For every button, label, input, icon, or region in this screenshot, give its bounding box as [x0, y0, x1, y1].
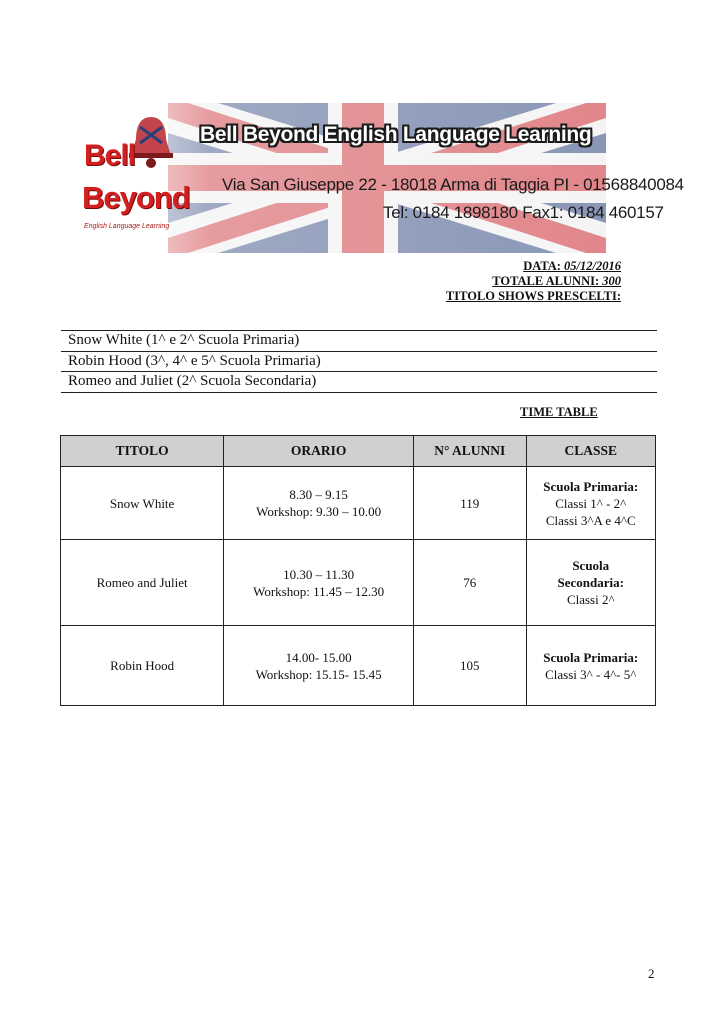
logo-subtitle: English Language Learning: [84, 223, 170, 230]
letterhead-banner: [78, 103, 684, 253]
workshop-slot: Workshop: 11.45 – 12.30: [253, 583, 385, 599]
class-line: Classi 1^ - 2^: [555, 495, 627, 511]
class-line: Classi 3^ - 4^- 5^: [545, 666, 637, 682]
time-slot: 10.30 – 11.30: [283, 566, 355, 582]
class-line: Classi 2^: [566, 592, 615, 607]
col-header-classe: CLASSE: [526, 436, 655, 467]
bell-beyond-logo: [78, 103, 198, 253]
class-line: Classi 3^A e 4^C: [545, 512, 636, 528]
workshop-slot: Workshop: 9.30 – 10.00: [256, 504, 382, 519]
date-label: DATA:: [523, 259, 565, 273]
time-slot: 14.00- 15.00: [285, 649, 352, 665]
table-header-row: [61, 436, 656, 467]
shows-list: [61, 330, 657, 393]
show-item: Snow White (1^ e 2^ Scuola Primaria): [61, 331, 657, 352]
timetable-label: TIME TABLE: [520, 405, 598, 419]
table-row: [61, 540, 656, 626]
show-item: Romeo and Juliet (2^ Scuola Secondaria): [61, 372, 657, 393]
class-heading: Scuola: [572, 558, 610, 573]
cell-students: 119: [413, 467, 526, 540]
cell-class: [526, 467, 655, 540]
logo-text-beyond: Beyond: [82, 180, 190, 215]
date-line: [523, 259, 621, 274]
class-heading: Scuola Primaria:: [543, 478, 639, 494]
cell-time: [224, 467, 414, 540]
col-header-titolo: TITOLO: [61, 436, 224, 467]
time-slot: 8.30 – 9.15: [289, 487, 348, 502]
banner-address: Via San Giuseppe 22 - 18018 Arma di Taggia PI - 01568840084: [222, 175, 684, 194]
cell-time: [224, 626, 414, 706]
class-heading: Scuola Primaria:: [543, 649, 639, 665]
cell-title: Robin Hood: [61, 626, 224, 706]
logo-text-bell: Bell: [84, 139, 136, 172]
show-item: Robin Hood (3^, 4^ e 5^ Scuola Primaria): [61, 352, 657, 373]
page-number: 2: [648, 966, 655, 981]
workshop-slot: Workshop: 15.15- 15.45: [255, 666, 382, 682]
cell-class: [526, 626, 655, 706]
timetable: [60, 435, 656, 706]
total-line: [492, 274, 621, 289]
date-value: 05/12/2016: [564, 259, 621, 273]
cell-title: Romeo and Juliet: [61, 540, 224, 626]
total-label: TOTALE ALUNNI:: [492, 274, 603, 288]
table-row: [61, 467, 656, 540]
cell-class: [526, 540, 655, 626]
cell-students: 105: [413, 626, 526, 706]
table-row: [61, 626, 656, 706]
banner-phones: Tel: 0184 1898180 Fax1: 0184 460157: [383, 203, 664, 222]
col-header-alunni: N° ALUNNI: [413, 436, 526, 467]
cell-time: [224, 540, 414, 626]
col-header-orario: ORARIO: [224, 436, 414, 467]
cell-title: Snow White: [61, 467, 224, 540]
titles-label: TITOLO SHOWS PRESCELTI:: [445, 289, 621, 303]
total-value: 300: [602, 274, 621, 288]
cell-students: 76: [413, 540, 526, 626]
class-heading: Secondaria:: [557, 575, 624, 590]
banner-title: Bell Beyond English Language Learning: [200, 123, 592, 146]
